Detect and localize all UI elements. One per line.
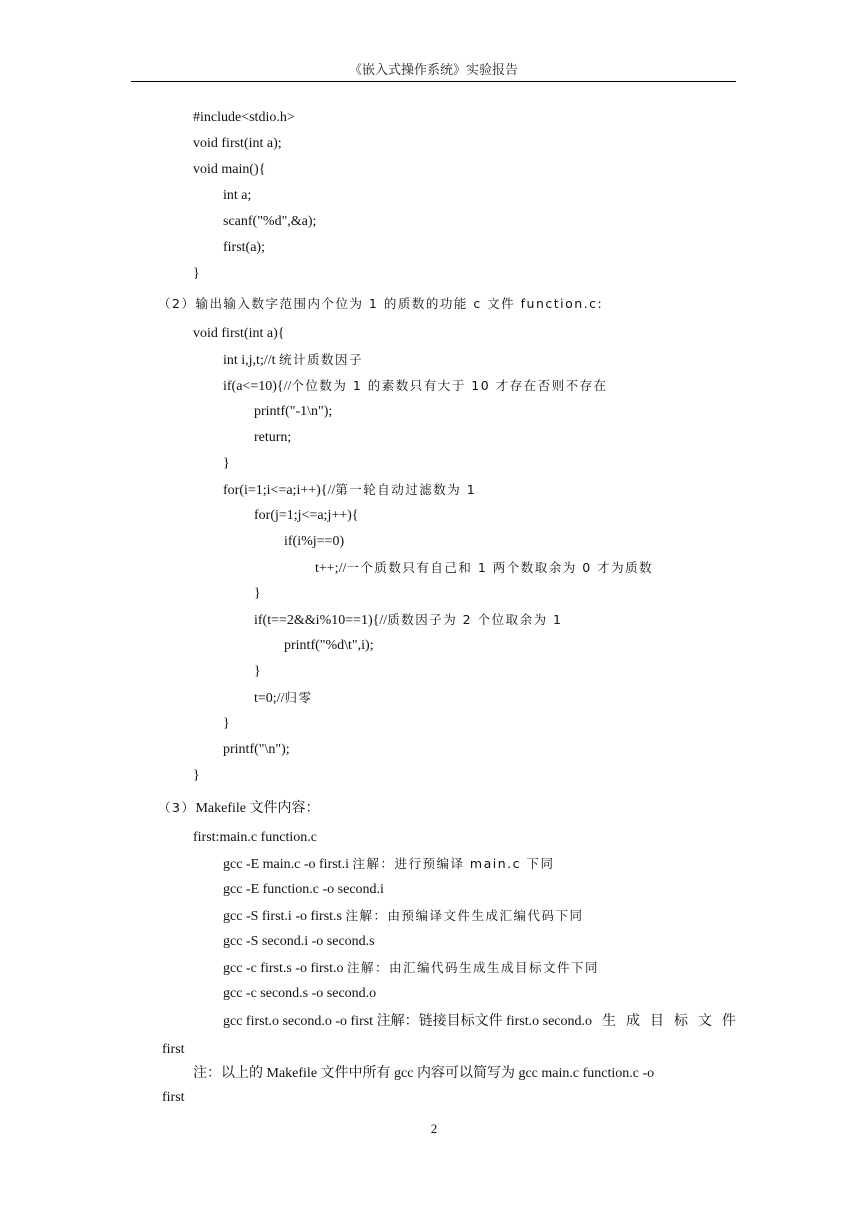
code-line: first(a); <box>223 240 265 255</box>
code-comment: 统计质数因子 <box>279 352 364 367</box>
code-line: } <box>254 586 261 601</box>
code-text: int i,j,t;//t <box>223 353 280 368</box>
code-line: } <box>254 664 261 679</box>
makefile-command-justified <box>223 1013 736 1031</box>
note-continuation: first <box>162 1090 185 1105</box>
code-line: } <box>223 716 230 731</box>
code-text: for(i=1;i<=a;i++){// <box>223 483 336 498</box>
code-line <box>315 559 653 578</box>
code-comment: 质数因子为 2 个位取余为 1 <box>387 612 563 627</box>
code-line: void first(int a){ <box>193 326 285 341</box>
code-line: return; <box>254 430 292 445</box>
code-line: void first(int a); <box>193 136 282 151</box>
code-line: if(i%j==0) <box>284 534 345 549</box>
command-note-char: 标 <box>673 1014 688 1029</box>
code-line: scanf("%d",&a); <box>223 214 317 229</box>
code-comment: 个位数为 1 的素数只有大于 10 才存在否则不存在 <box>291 378 608 393</box>
header-divider <box>131 81 736 82</box>
section-heading <box>158 295 603 314</box>
code-text: t=0;// <box>254 691 285 706</box>
code-line <box>254 611 563 630</box>
command-text: gcc -c first.s -o first.o <box>223 961 348 976</box>
makefile-target: first:main.c function.c <box>193 830 318 845</box>
command-note-char: 生 <box>602 1014 616 1029</box>
code-text: if(a<=10){// <box>223 379 292 394</box>
command-note: 注解：进行预编译 main.c 下同 <box>352 856 555 871</box>
command-continuation: first <box>162 1042 185 1057</box>
code-line: int a; <box>223 188 252 203</box>
makefile-command: gcc -c second.s -o second.o <box>223 986 377 1001</box>
code-line: #include<stdio.h> <box>193 110 295 125</box>
command-note-char: 成 <box>625 1014 640 1029</box>
command-note-char: 件 <box>721 1014 736 1029</box>
command-text <box>223 1013 592 1031</box>
section-text: Makefile 文件内容： <box>195 801 320 816</box>
code-line: } <box>193 768 200 783</box>
makefile-command: gcc -S second.i -o second.s <box>223 934 375 949</box>
page-header: 《嵌入式操作系统》实验报告 <box>348 63 518 78</box>
code-line <box>254 689 312 708</box>
command-note-part: 注解：链接目标文件 first.o second.o <box>376 1014 593 1029</box>
command-text-part: gcc first.o second.o -o first <box>223 1014 377 1029</box>
code-line: printf("%d\t",i); <box>284 638 374 653</box>
code-line: } <box>223 456 230 471</box>
code-comment: 一个质数只有自己和 1 两个数取余为 0 才为质数 <box>346 560 654 575</box>
makefile-command: gcc -E function.c -o second.i <box>223 882 384 897</box>
section-text: 输出输入数字范围内个位为 1 的质数的功能 c 文件 function.c: <box>195 296 604 311</box>
section-label: （3） <box>158 800 196 815</box>
code-line <box>223 351 363 370</box>
code-line <box>223 377 608 396</box>
code-comment: 第一轮自动过滤数为 1 <box>335 482 477 497</box>
code-line: printf("\n"); <box>223 742 290 757</box>
code-comment: 归零 <box>284 690 313 705</box>
command-note: 注解：由预编译文件生成汇编代码下同 <box>345 908 584 923</box>
command-note: 注解：由汇编代码生成生成目标文件下同 <box>347 960 600 975</box>
code-text: if(t==2&&i%10==1){// <box>254 613 388 628</box>
command-text: gcc -E main.c -o first.i <box>223 857 353 872</box>
command-note-char: 目 <box>649 1014 664 1029</box>
section-label: （2） <box>158 296 196 311</box>
code-line: } <box>193 266 200 281</box>
section-heading <box>158 799 319 818</box>
code-line: printf("-1\n"); <box>254 404 333 419</box>
code-line: for(j=1;j<=a;j++){ <box>254 508 359 523</box>
makefile-command <box>223 959 599 978</box>
makefile-command <box>223 907 584 926</box>
makefile-command <box>223 855 554 874</box>
command-note-char: 文 <box>697 1014 712 1029</box>
command-text: gcc -S first.i -o first.s <box>223 909 346 924</box>
code-text: t++;// <box>315 561 347 576</box>
note-text: 注：以上的 Makefile 文件中所有 gcc 内容可以简写为 gcc main.c function.c -o <box>193 1066 655 1081</box>
page-number: 2 <box>430 1121 438 1136</box>
code-line <box>223 481 476 500</box>
code-line: void main(){ <box>193 162 266 177</box>
